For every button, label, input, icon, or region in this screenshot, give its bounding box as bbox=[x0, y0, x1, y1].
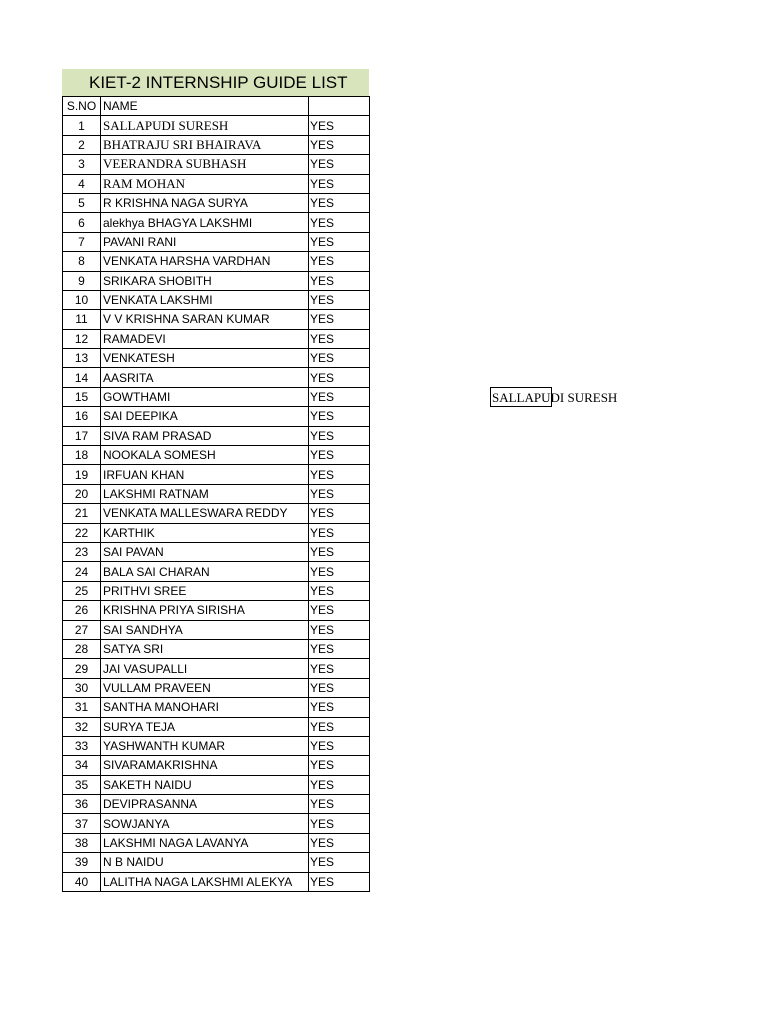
row-status-cell[interactable]: YES bbox=[309, 659, 370, 678]
row-sno-cell[interactable]: 9 bbox=[63, 271, 101, 290]
row-name-cell[interactable]: alekhya BHAGYA LAKSHMI bbox=[101, 213, 309, 232]
row-sno-cell[interactable]: 19 bbox=[63, 465, 101, 484]
sheet-title[interactable]: KIET-2 INTERNSHIP GUIDE LIST bbox=[62, 69, 369, 96]
table-row bbox=[63, 426, 370, 445]
row-status-cell[interactable]: YES bbox=[309, 213, 370, 232]
row-sno-cell[interactable]: 3 bbox=[63, 155, 101, 174]
row-name-cell[interactable]: SIVARAMAKRISHNA bbox=[101, 756, 309, 775]
table-row bbox=[63, 756, 370, 775]
row-sno-cell[interactable]: 8 bbox=[63, 252, 101, 271]
row-status-cell[interactable]: YES bbox=[309, 504, 370, 523]
row-status-cell[interactable]: YES bbox=[309, 736, 370, 755]
row-name-cell[interactable]: KRISHNA PRIYA SIRISHA bbox=[101, 601, 309, 620]
table-row bbox=[63, 193, 370, 212]
row-name-cell[interactable]: LAKSHMI NAGA LAVANYA bbox=[101, 833, 309, 852]
table-row bbox=[63, 116, 370, 135]
row-name-cell[interactable]: VENKATESH bbox=[101, 349, 309, 368]
row-sno-cell[interactable]: 21 bbox=[63, 504, 101, 523]
header-row bbox=[63, 97, 370, 116]
row-sno-cell[interactable]: 6 bbox=[63, 213, 101, 232]
header-name[interactable]: NAME bbox=[101, 97, 309, 116]
row-sno-cell[interactable]: 31 bbox=[63, 698, 101, 717]
guide-list-sheet bbox=[62, 69, 369, 892]
row-sno-cell[interactable]: 32 bbox=[63, 717, 101, 736]
table-row bbox=[63, 290, 370, 309]
row-name-cell[interactable]: PAVANI RANI bbox=[101, 232, 309, 251]
row-status-cell[interactable]: YES bbox=[309, 310, 370, 329]
row-sno-cell[interactable]: 25 bbox=[63, 581, 101, 600]
row-sno-cell[interactable]: 30 bbox=[63, 678, 101, 697]
row-status-cell[interactable]: YES bbox=[309, 465, 370, 484]
row-name-cell[interactable]: KARTHIK bbox=[101, 523, 309, 542]
row-status-cell[interactable]: YES bbox=[309, 232, 370, 251]
row-status-cell[interactable]: YES bbox=[309, 426, 370, 445]
row-name-cell[interactable]: VULLAM PRAVEEN bbox=[101, 678, 309, 697]
row-name-cell[interactable]: NOOKALA SOMESH bbox=[101, 446, 309, 465]
row-name-cell[interactable]: VENKATA MALLESWARA REDDY bbox=[101, 504, 309, 523]
table-row bbox=[63, 349, 370, 368]
row-status-cell[interactable]: YES bbox=[309, 155, 370, 174]
row-name-cell[interactable]: SAKETH NAIDU bbox=[101, 775, 309, 794]
row-name-cell[interactable]: YASHWANTH KUMAR bbox=[101, 736, 309, 755]
row-name-cell[interactable]: SAI SANDHYA bbox=[101, 620, 309, 639]
table-row bbox=[63, 484, 370, 503]
row-name-cell[interactable]: LAKSHMI RATNAM bbox=[101, 484, 309, 503]
row-sno-cell[interactable]: 2 bbox=[63, 135, 101, 154]
table-row bbox=[63, 252, 370, 271]
guide-list-table bbox=[62, 96, 370, 892]
row-sno-cell[interactable]: 15 bbox=[63, 387, 101, 406]
row-name-cell[interactable]: VENKATA HARSHA VARDHAN bbox=[101, 252, 309, 271]
row-sno-cell[interactable]: 5 bbox=[63, 193, 101, 212]
table-row bbox=[63, 620, 370, 639]
selected-cell-value: SALLAPUDI SURESH bbox=[492, 390, 618, 405]
row-sno-cell[interactable]: 16 bbox=[63, 407, 101, 426]
row-status-cell[interactable]: YES bbox=[309, 135, 370, 154]
table-row bbox=[63, 814, 370, 833]
row-status-cell[interactable]: YES bbox=[309, 717, 370, 736]
table-row bbox=[63, 795, 370, 814]
table-row bbox=[63, 213, 370, 232]
table-row bbox=[63, 639, 370, 658]
row-sno-cell[interactable]: 38 bbox=[63, 833, 101, 852]
row-name-cell[interactable]: IRFUAN KHAN bbox=[101, 465, 309, 484]
row-status-cell[interactable]: YES bbox=[309, 833, 370, 852]
row-name-cell[interactable]: SAI DEEPIKA bbox=[101, 407, 309, 426]
row-sno-cell[interactable]: 27 bbox=[63, 620, 101, 639]
row-status-cell[interactable]: YES bbox=[309, 775, 370, 794]
row-sno-cell[interactable]: 29 bbox=[63, 659, 101, 678]
row-status-cell[interactable]: YES bbox=[309, 349, 370, 368]
table-row bbox=[63, 329, 370, 348]
row-status-cell[interactable]: YES bbox=[309, 523, 370, 542]
table-row bbox=[63, 542, 370, 561]
table-row bbox=[63, 504, 370, 523]
row-status-cell[interactable]: YES bbox=[309, 562, 370, 581]
table-row bbox=[63, 523, 370, 542]
row-name-cell[interactable]: SURYA TEJA bbox=[101, 717, 309, 736]
row-name-cell[interactable]: SAI PAVAN bbox=[101, 542, 309, 561]
table-row bbox=[63, 368, 370, 387]
row-sno-cell[interactable]: 24 bbox=[63, 562, 101, 581]
row-sno-cell[interactable]: 39 bbox=[63, 853, 101, 872]
row-sno-cell[interactable]: 17 bbox=[63, 426, 101, 445]
table-row bbox=[63, 387, 370, 406]
row-status-cell[interactable]: YES bbox=[309, 116, 370, 135]
row-status-cell[interactable]: YES bbox=[309, 698, 370, 717]
row-sno-cell[interactable]: 23 bbox=[63, 542, 101, 561]
row-sno-cell[interactable]: 34 bbox=[63, 756, 101, 775]
row-sno-cell[interactable]: 18 bbox=[63, 446, 101, 465]
row-status-cell[interactable]: YES bbox=[309, 446, 370, 465]
row-status-cell[interactable]: YES bbox=[309, 174, 370, 193]
row-name-cell[interactable]: RAM MOHAN bbox=[101, 174, 309, 193]
table-row bbox=[63, 717, 370, 736]
row-name-cell[interactable]: SOWJANYA bbox=[101, 814, 309, 833]
table-row bbox=[63, 698, 370, 717]
header-status[interactable] bbox=[309, 97, 370, 116]
row-status-cell[interactable]: YES bbox=[309, 601, 370, 620]
row-name-cell[interactable]: AASRITA bbox=[101, 368, 309, 387]
row-name-cell[interactable]: BALA SAI CHARAN bbox=[101, 562, 309, 581]
table-row bbox=[63, 562, 370, 581]
table-row bbox=[63, 174, 370, 193]
row-sno-cell[interactable]: 12 bbox=[63, 329, 101, 348]
row-status-cell[interactable]: YES bbox=[309, 756, 370, 775]
row-sno-cell[interactable]: 37 bbox=[63, 814, 101, 833]
row-name-cell[interactable]: RAMADEVI bbox=[101, 329, 309, 348]
table-row bbox=[63, 853, 370, 872]
table-row bbox=[63, 135, 370, 154]
row-status-cell[interactable]: YES bbox=[309, 387, 370, 406]
row-sno-cell[interactable]: 26 bbox=[63, 601, 101, 620]
table-row bbox=[63, 601, 370, 620]
row-status-cell[interactable]: YES bbox=[309, 795, 370, 814]
row-name-cell[interactable]: JAI VASUPALLI bbox=[101, 659, 309, 678]
row-name-cell[interactable]: SATYA SRI bbox=[101, 639, 309, 658]
row-status-cell[interactable]: YES bbox=[309, 542, 370, 561]
row-status-cell[interactable]: YES bbox=[309, 193, 370, 212]
table-row bbox=[63, 833, 370, 852]
row-sno-cell[interactable]: 22 bbox=[63, 523, 101, 542]
table-row bbox=[63, 872, 370, 891]
row-status-cell[interactable]: YES bbox=[309, 814, 370, 833]
row-sno-cell[interactable]: 36 bbox=[63, 795, 101, 814]
row-name-cell[interactable]: GOWTHAMI bbox=[101, 387, 309, 406]
row-status-cell[interactable]: YES bbox=[309, 639, 370, 658]
row-name-cell[interactable]: BHATRAJU SRI BHAIRAVA bbox=[101, 135, 309, 154]
row-sno-cell[interactable]: 13 bbox=[63, 349, 101, 368]
row-status-cell[interactable]: YES bbox=[309, 290, 370, 309]
row-name-cell[interactable]: VENKATA LAKSHMI bbox=[101, 290, 309, 309]
table-row bbox=[63, 659, 370, 678]
row-sno-cell[interactable]: 35 bbox=[63, 775, 101, 794]
row-status-cell[interactable]: YES bbox=[309, 407, 370, 426]
row-status-cell[interactable]: YES bbox=[309, 252, 370, 271]
row-name-cell[interactable]: SANTHA MANOHARI bbox=[101, 698, 309, 717]
row-sno-cell[interactable]: 7 bbox=[63, 232, 101, 251]
table-row bbox=[63, 581, 370, 600]
row-status-cell[interactable]: YES bbox=[309, 581, 370, 600]
row-status-cell[interactable]: YES bbox=[309, 620, 370, 639]
table-row bbox=[63, 155, 370, 174]
row-status-cell[interactable]: YES bbox=[309, 368, 370, 387]
table-row bbox=[63, 310, 370, 329]
row-name-cell[interactable]: N B NAIDU bbox=[101, 853, 309, 872]
row-status-cell[interactable]: YES bbox=[309, 678, 370, 697]
row-status-cell[interactable]: YES bbox=[309, 484, 370, 503]
row-sno-cell[interactable]: 11 bbox=[63, 310, 101, 329]
row-status-cell[interactable]: YES bbox=[309, 271, 370, 290]
row-sno-cell[interactable]: 40 bbox=[63, 872, 101, 891]
row-sno-cell[interactable]: 20 bbox=[63, 484, 101, 503]
header-sno[interactable]: S.NO bbox=[63, 97, 101, 116]
row-sno-cell[interactable]: 28 bbox=[63, 639, 101, 658]
row-name-cell[interactable]: V V KRISHNA SARAN KUMAR bbox=[101, 310, 309, 329]
selected-cell-text[interactable] bbox=[490, 387, 618, 413]
row-sno-cell[interactable]: 4 bbox=[63, 174, 101, 193]
row-sno-cell[interactable]: 33 bbox=[63, 736, 101, 755]
row-name-cell[interactable]: LALITHA NAGA LAKSHMI ALEKYA bbox=[101, 872, 309, 891]
table-row bbox=[63, 407, 370, 426]
table-row bbox=[63, 736, 370, 755]
row-sno-cell[interactable]: 10 bbox=[63, 290, 101, 309]
table-row bbox=[63, 465, 370, 484]
row-status-cell[interactable]: YES bbox=[309, 329, 370, 348]
table-row bbox=[63, 446, 370, 465]
row-status-cell[interactable]: YES bbox=[309, 872, 370, 891]
table-row bbox=[63, 678, 370, 697]
row-name-cell[interactable]: R KRISHNA NAGA SURYA bbox=[101, 193, 309, 212]
row-status-cell[interactable]: YES bbox=[309, 853, 370, 872]
row-name-cell[interactable]: VEERANDRA SUBHASH bbox=[101, 155, 309, 174]
row-name-cell[interactable]: SRIKARA SHOBITH bbox=[101, 271, 309, 290]
row-name-cell[interactable]: SALLAPUDI SURESH bbox=[101, 116, 309, 135]
table-row bbox=[63, 271, 370, 290]
row-sno-cell[interactable]: 1 bbox=[63, 116, 101, 135]
row-name-cell[interactable]: PRITHVI SREE bbox=[101, 581, 309, 600]
row-name-cell[interactable]: SIVA RAM PRASAD bbox=[101, 426, 309, 445]
row-name-cell[interactable]: DEVIPRASANNA bbox=[101, 795, 309, 814]
table-row bbox=[63, 775, 370, 794]
table-row bbox=[63, 232, 370, 251]
selected-cell-outline[interactable] bbox=[490, 387, 618, 407]
table-body bbox=[63, 116, 370, 892]
row-sno-cell[interactable]: 14 bbox=[63, 368, 101, 387]
